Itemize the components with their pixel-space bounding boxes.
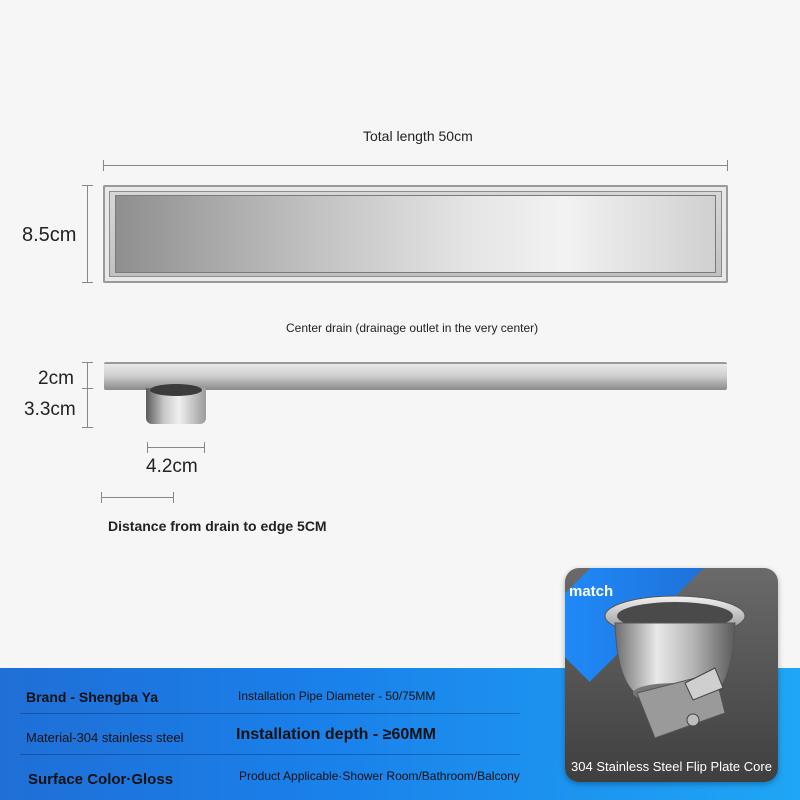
spec-divider-2 xyxy=(20,754,520,755)
drain-top-view xyxy=(103,185,728,283)
center-drain-label: Center drain (drainage outlet in the very center) xyxy=(286,321,539,335)
total-length-tick-left xyxy=(103,160,104,171)
edge-distance-label: Distance from drain to edge 5CM xyxy=(108,518,327,534)
flip-plate-core-image xyxy=(565,568,778,782)
pipe-diameter-line xyxy=(147,447,205,448)
spec-brand: Brand - Shengba Ya xyxy=(26,689,158,705)
height-top-label: 2cm xyxy=(38,368,74,389)
match-card xyxy=(565,568,778,782)
spec-divider-1 xyxy=(20,713,520,714)
match-card-caption: 304 Stainless Steel Flip Plate Core xyxy=(571,759,772,774)
spec-install-depth: Installation depth - ≥60MM xyxy=(236,726,436,743)
width-line xyxy=(87,185,88,283)
height-pipe-label: 3.3cm xyxy=(24,399,76,420)
edge-distance-tick-left xyxy=(101,492,102,503)
pipe-diameter-label: 4.2cm xyxy=(146,456,198,477)
match-badge: match xyxy=(569,583,614,600)
pipe-diameter-tick-right xyxy=(204,442,205,453)
height-tick-mid xyxy=(82,388,93,389)
width-tick-top xyxy=(82,185,93,186)
width-label: 8.5cm xyxy=(22,224,77,246)
total-length-label: Total length 50cm xyxy=(363,128,473,144)
total-length-tick-right xyxy=(727,160,728,171)
height-line xyxy=(87,362,88,428)
spec-surface: Surface Color·Gloss xyxy=(28,771,174,788)
spec-material: Material-304 stainless steel xyxy=(26,730,184,745)
height-tick-bottom xyxy=(82,427,93,428)
spec-pipe-diameter: Installation Pipe Diameter - 50/75MM xyxy=(238,689,436,703)
total-length-line xyxy=(103,165,728,166)
width-tick-bottom xyxy=(82,282,93,283)
height-tick-top xyxy=(82,362,93,363)
drain-outlet-opening xyxy=(150,384,202,396)
edge-distance-line xyxy=(101,497,174,498)
edge-distance-tick-right xyxy=(173,492,174,503)
pipe-diameter-tick-left xyxy=(147,442,148,453)
drain-cover-plate xyxy=(115,195,716,273)
spec-applicable: Product Applicable·Shower Room/Bathroom/Balcony xyxy=(239,769,520,783)
